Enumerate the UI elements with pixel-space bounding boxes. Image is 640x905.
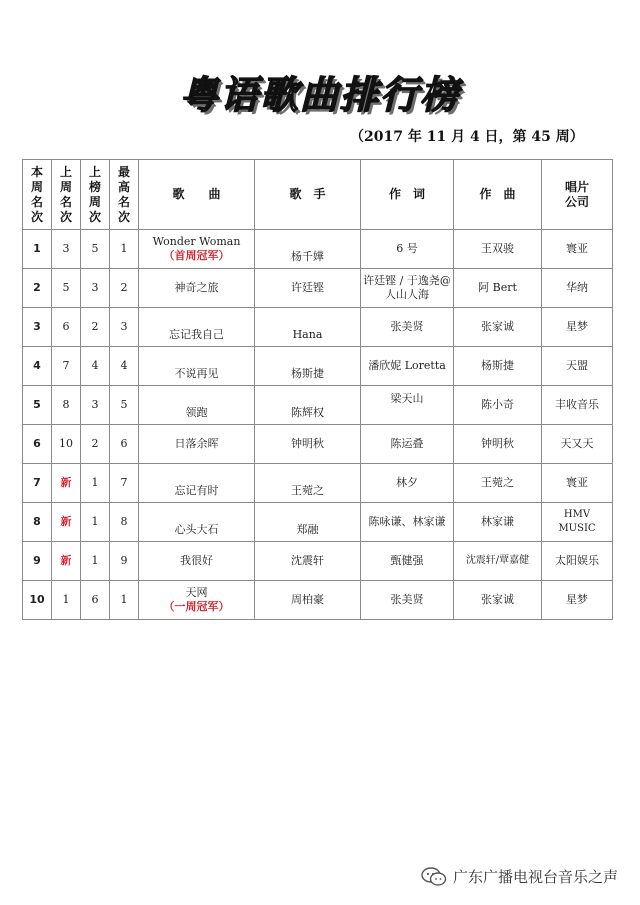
lyricist-cell: 许廷铿 / 于逸尧@人山人海 <box>361 269 454 308</box>
table-row <box>23 230 613 269</box>
rank-cell: 6 <box>23 425 52 464</box>
header-row <box>23 160 613 230</box>
weeks-cell: 1 <box>81 503 110 542</box>
singer-cell: 杨斯捷 <box>255 347 361 386</box>
last-week-cell: 新 <box>52 503 81 542</box>
label-cell: 寰亚 <box>542 464 613 503</box>
song-cell: 不说再见 <box>139 347 255 386</box>
composer-cell: 王双骏 <box>454 230 542 269</box>
song-cell <box>139 230 255 269</box>
song-cell: 日落余晖 <box>139 425 255 464</box>
song-cell: 神奇之旅 <box>139 269 255 308</box>
label-cell: 天又天 <box>542 425 613 464</box>
table-row <box>23 503 613 542</box>
lyricist-cell: 陈运叠 <box>361 425 454 464</box>
rank-cell: 3 <box>23 308 52 347</box>
peak-cell: 2 <box>110 269 139 308</box>
table-row <box>23 347 613 386</box>
singer-cell: 王菀之 <box>255 464 361 503</box>
lyricist-cell: 6 号 <box>361 230 454 269</box>
composer-cell: 张家诚 <box>454 581 542 620</box>
table-row <box>23 386 613 425</box>
rank-cell: 10 <box>23 581 52 620</box>
label-cell: 太阳娱乐 <box>542 542 613 581</box>
singer-cell: 许廷铿 <box>255 269 361 308</box>
wechat-icon <box>421 867 447 887</box>
song-title: Wonder Woman <box>152 235 241 248</box>
peak-cell: 4 <box>110 347 139 386</box>
table-row <box>23 581 613 620</box>
last-week-cell: 3 <box>52 230 81 269</box>
table-row <box>23 308 613 347</box>
label-cell: 寰亚 <box>542 230 613 269</box>
table-row <box>23 425 613 464</box>
header-singer: 歌 手 <box>255 160 361 230</box>
song-cell: 忘记有时 <box>139 464 255 503</box>
weeks-cell: 3 <box>81 386 110 425</box>
rank-cell: 9 <box>23 542 52 581</box>
header-composer: 作 曲 <box>454 160 542 230</box>
rank-cell: 2 <box>23 269 52 308</box>
weeks-cell: 4 <box>81 347 110 386</box>
song-cell: 我很好 <box>139 542 255 581</box>
composer-cell: 陈小奇 <box>454 386 542 425</box>
watermark-text: 广东广播电视台音乐之声 <box>452 868 618 886</box>
label-cell: 天盟 <box>542 347 613 386</box>
rank-cell: 7 <box>23 464 52 503</box>
lyricist-cell: 张美贤 <box>361 581 454 620</box>
weeks-cell: 2 <box>81 308 110 347</box>
peak-cell: 8 <box>110 503 139 542</box>
composer-cell: 沈震轩/覃嘉健 <box>454 542 542 581</box>
last-week-cell: 8 <box>52 386 81 425</box>
last-week-cell: 1 <box>52 581 81 620</box>
label-cell: 星梦 <box>542 308 613 347</box>
weeks-cell: 1 <box>81 542 110 581</box>
weeks-cell: 6 <box>81 581 110 620</box>
rank-cell: 1 <box>23 230 52 269</box>
header-lyricist: 作 词 <box>361 160 454 230</box>
song-cell: 心头大石 <box>139 503 255 542</box>
table-row <box>23 542 613 581</box>
last-week-cell: 新 <box>52 464 81 503</box>
header-song: 歌 曲 <box>139 160 255 230</box>
header-weeks-on-chart: 上 榜 周 次 <box>81 160 110 230</box>
composer-cell: 钟明秋 <box>454 425 542 464</box>
peak-cell: 1 <box>110 230 139 269</box>
lyricist-cell: 梁天山 <box>361 386 454 425</box>
last-week-cell: 7 <box>52 347 81 386</box>
rank-cell: 8 <box>23 503 52 542</box>
table-row <box>23 464 613 503</box>
composer-cell: 王菀之 <box>454 464 542 503</box>
peak-cell: 3 <box>110 308 139 347</box>
song-cell: 领跑 <box>139 386 255 425</box>
peak-cell: 5 <box>110 386 139 425</box>
chart-date: （2017 年 11 月 4 日，第 45 周） <box>350 129 584 145</box>
singer-cell: 郑融 <box>255 503 361 542</box>
page-title: 粤语歌曲排行榜 <box>179 73 460 117</box>
table-row <box>23 269 613 308</box>
label-cell: HMV MUSIC <box>542 503 613 542</box>
singer-cell: 周柏豪 <box>255 581 361 620</box>
composer-cell: 杨斯捷 <box>454 347 542 386</box>
rank-cell: 4 <box>23 347 52 386</box>
header-rank: 本 周 名 次 <box>23 160 52 230</box>
weeks-cell: 3 <box>81 269 110 308</box>
header-last-week: 上 周 名 次 <box>52 160 81 230</box>
composer-cell: 张家诚 <box>454 308 542 347</box>
singer-cell: 钟明秋 <box>255 425 361 464</box>
singer-cell: 陈辉权 <box>255 386 361 425</box>
song-cell <box>139 581 255 620</box>
champion-note: （首周冠军） <box>163 249 230 262</box>
weeks-cell: 5 <box>81 230 110 269</box>
song-cell: 忘记我自己 <box>139 308 255 347</box>
label-cell: 星梦 <box>542 581 613 620</box>
composer-cell: 阿 Bert <box>454 269 542 308</box>
lyricist-cell: 张美贤 <box>361 308 454 347</box>
header-label: 唱片 公司 <box>542 160 613 230</box>
composer-cell: 林家谦 <box>454 503 542 542</box>
lyricist-cell: 潘欣妮 Loretta <box>361 347 454 386</box>
song-title: 天网 <box>185 586 208 599</box>
peak-cell: 1 <box>110 581 139 620</box>
singer-cell: 杨千嬅 <box>255 230 361 269</box>
peak-cell: 7 <box>110 464 139 503</box>
header-peak: 最 高 名 次 <box>110 160 139 230</box>
peak-cell: 6 <box>110 425 139 464</box>
peak-cell: 9 <box>110 542 139 581</box>
last-week-cell: 10 <box>52 425 81 464</box>
label-cell: 丰收音乐 <box>542 386 613 425</box>
lyricist-cell: 甄健强 <box>361 542 454 581</box>
weeks-cell: 2 <box>81 425 110 464</box>
chart-table <box>22 159 613 620</box>
rank-cell: 5 <box>23 386 52 425</box>
lyricist-cell: 林夕 <box>361 464 454 503</box>
champion-note: （一周冠军） <box>163 600 230 613</box>
singer-cell: 沈震轩 <box>255 542 361 581</box>
last-week-cell: 新 <box>52 542 81 581</box>
lyricist-cell: 陈咏谦、林家谦 <box>361 503 454 542</box>
last-week-cell: 5 <box>52 269 81 308</box>
label-cell: 华纳 <box>542 269 613 308</box>
singer-cell: Hana <box>255 308 361 347</box>
last-week-cell: 6 <box>52 308 81 347</box>
watermark <box>421 866 618 887</box>
weeks-cell: 1 <box>81 464 110 503</box>
